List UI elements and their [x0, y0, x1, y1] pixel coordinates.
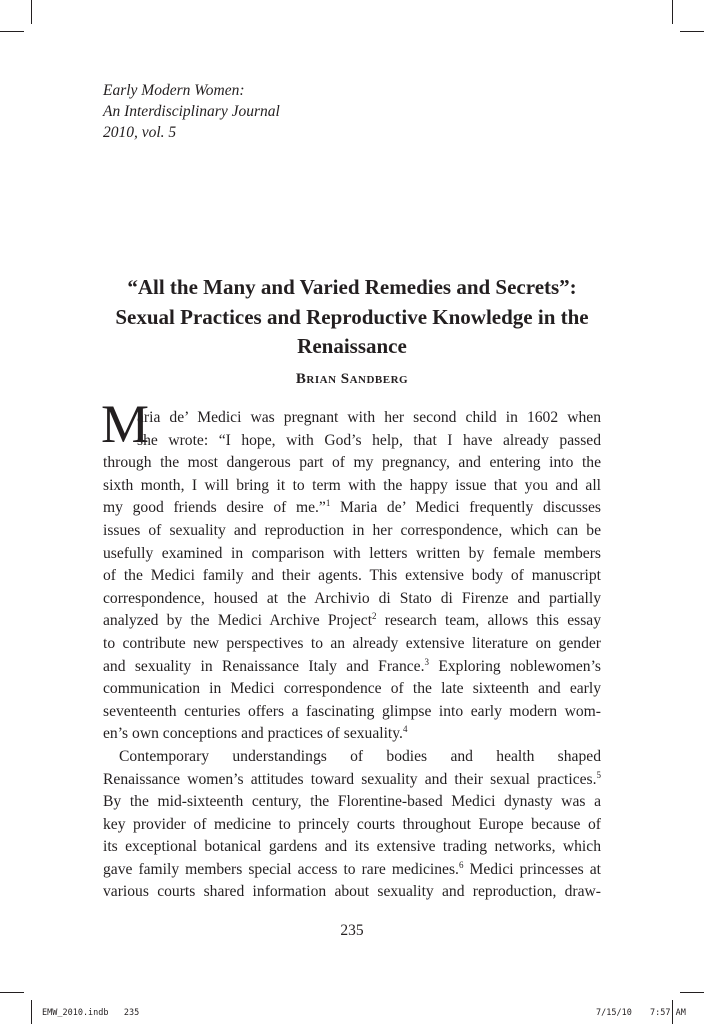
body-line	[103, 497, 601, 520]
crop-mark	[0, 31, 24, 32]
body-text: Maria de’ Medici frequently discusses	[330, 499, 601, 517]
article-author: Brian Sandberg	[295, 371, 409, 387]
body-line: seventeenth centuries offers a fascinating glimpse into early modern wom-	[103, 702, 601, 720]
journal-volume: 2010, vol. 5	[103, 124, 177, 141]
title-line: “All the Many and Varied Remedies and Secrets”:	[127, 275, 577, 299]
footnote-ref: 2	[372, 611, 377, 622]
drop-cap: M	[101, 394, 150, 454]
footnote-ref: 3	[424, 656, 429, 667]
body-line: of the Medici family and their agents. This extensive body of manuscript	[103, 567, 601, 585]
crop-mark	[31, 0, 32, 24]
body-line: to contribute new perspectives to an already extensive literature on gender	[103, 634, 601, 652]
body-line: sixth month, I will bring it to term with the happy issue that you and all	[103, 476, 601, 494]
body-text: Renaissance women’s attitudes toward sexuality and their sexual practices.	[103, 770, 597, 788]
body-text: analyzed by the Medici Archive Project	[103, 612, 373, 630]
journal-subtitle: An Interdisciplinary Journal	[103, 103, 280, 120]
article-body	[103, 407, 601, 904]
body-line	[103, 859, 601, 882]
footnote-ref: 6	[458, 859, 464, 870]
journal-header	[103, 80, 403, 143]
crop-mark	[680, 31, 704, 32]
body-text: Medici princesses at	[463, 860, 601, 878]
body-line: usefully examined in comparison with letters written by female members	[103, 544, 601, 562]
crop-mark	[672, 0, 673, 24]
body-line: various courts shared information about sexuality and reproduction, draw-	[103, 883, 601, 901]
body-line: through the most dangerous part of my pregnancy, and entering into the	[103, 454, 601, 472]
page-number: 235	[340, 922, 364, 939]
body-text: Exploring noblewomen’s	[428, 657, 601, 675]
crop-mark	[680, 992, 704, 993]
footnote-ref: 4	[402, 724, 408, 735]
crop-mark	[0, 992, 24, 993]
title-line: Renaissance	[297, 334, 407, 358]
body-line	[103, 723, 601, 746]
body-line: key provider of medicine to princely courts throughout Europe because of	[103, 815, 601, 833]
body-line	[103, 610, 601, 633]
slug-file: EMW_2010.indb 235	[42, 1008, 140, 1018]
footnote-ref: 5	[596, 769, 601, 780]
crop-mark	[31, 1000, 32, 1024]
body-line: Contemporary understandings of bodies and health shaped	[119, 747, 601, 765]
body-line: issues of sexuality and reproduction in her correspondence, which can be	[103, 521, 601, 539]
body-text: en’s own conceptions and practices of sexuality.	[103, 725, 403, 743]
body-line: she wrote: “I hope, with God’s help, that I have already passed	[137, 431, 601, 449]
journal-name: Early Modern Women:	[103, 82, 245, 99]
body-text: and sexuality in Renaissance Italy and France.	[103, 657, 425, 675]
body-line: aria de’ Medici was pregnant with her second child in 1602 when	[137, 409, 601, 426]
title-line: Sexual Practices and Reproductive Knowledge in the	[115, 304, 589, 329]
body-text: my good friends desire of me.”	[103, 499, 326, 517]
slug-date: 7/15/10	[596, 1008, 632, 1018]
body-line: its exceptional botanical gardens and its extensive trading networks, which	[103, 838, 601, 856]
body-line	[103, 769, 601, 792]
body-line	[103, 656, 601, 679]
body-line: communication in Medici correspondence of the late sixteenth and early	[103, 680, 601, 698]
slug-time: 7:57 AM	[650, 1008, 686, 1018]
body-text: gave family members special access to rare medicines.	[103, 860, 459, 878]
body-line: By the mid-sixteenth century, the Florentine-based Medici dynasty was a	[103, 793, 601, 811]
footnote-ref: 1	[325, 498, 331, 509]
body-text: research team, allows this essay	[376, 612, 601, 630]
body-line: correspondence, housed at the Archivio di Stato di Firenze and partially	[103, 589, 601, 607]
article-title	[90, 273, 614, 362]
